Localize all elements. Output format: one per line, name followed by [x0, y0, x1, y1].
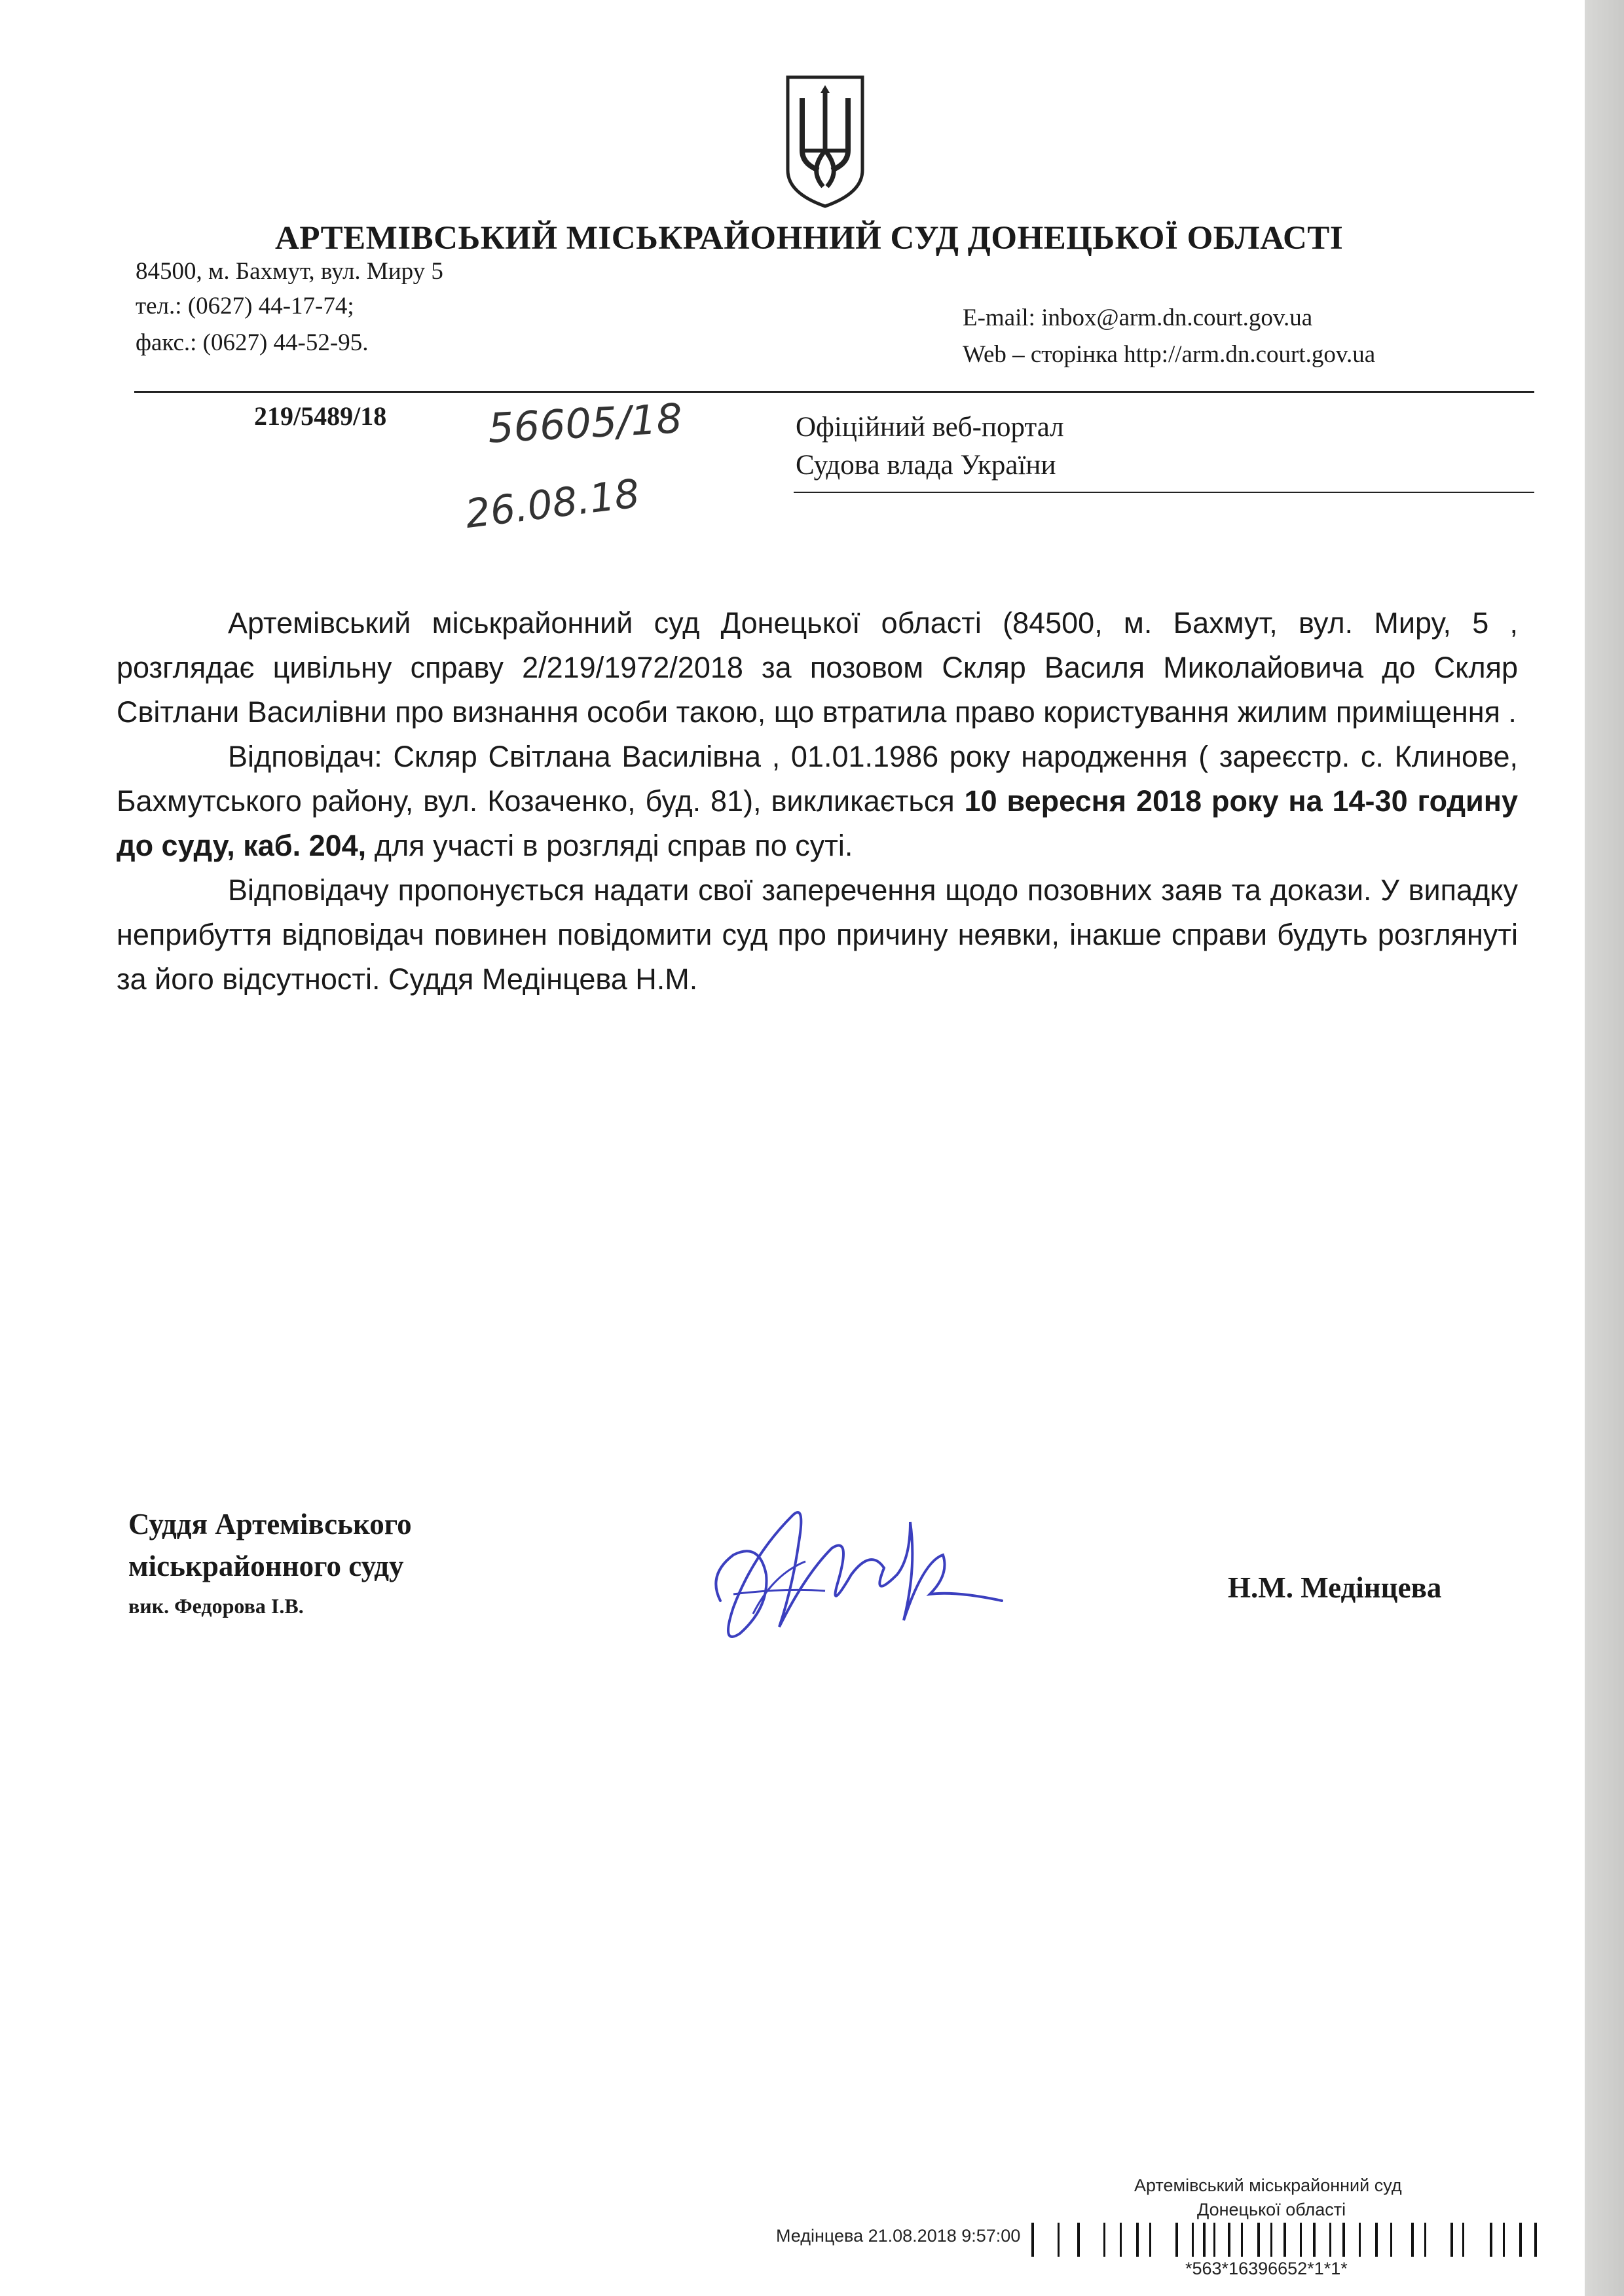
registration-number: 219/5489/18 [254, 401, 387, 431]
hearing-date-time: 10 вересня 2018 року на 14-30 годину до суду, каб. 204, [117, 784, 1518, 862]
letter-body [117, 601, 1518, 1002]
scan-margin [1585, 0, 1624, 2296]
handwritten-signature [694, 1476, 1008, 1673]
paragraph-case: Артемівський міськрайонний суд Донецької області (84500, м. Бахмут, вул. Миру, 5 , розглядає цивільну справу 2/219/1972/2018 за позовом Скляр Василя Миколайовича до Скляр Світлани Василівни про визнання особи такою, що втратила право користування жилим приміщення . [117, 606, 1518, 729]
judge-name: Н.М. Медінцева [1228, 1571, 1442, 1604]
recipient-line-1: Офіційний веб-портал [796, 412, 1064, 443]
paragraph-instructions: Відповідачу пропонується надати свої заперечення щодо позовних заяв та докази. У випадку неприбуття відповідач повинен повідомити суд про причину неявки, інакше справи будуть розглянуті за його відсутності. Суддя Медінцева Н.М. [117, 873, 1518, 996]
recipient-underline [794, 492, 1534, 493]
executor-name: вик. Федорова І.В. [128, 1594, 304, 1618]
court-email: E-mail: inbox@arm.dn.court.gov.ua [963, 304, 1313, 331]
barcode [1031, 2223, 1539, 2257]
court-fax: факс.: (0627) 44-52-95. [136, 329, 369, 356]
summons-text-start: Відповідач: Скляр Світлана Василівна , 01.01.1986 року народження ( зареєстр. с. Клинове, Бахмутського району, вул. Козаченко, буд. 81), викликається [117, 740, 1518, 818]
stamp-court-line-1: Артемівський міськрайонний суд [1134, 2176, 1402, 2195]
handwritten-date: 26.08.18 [462, 470, 642, 538]
stamp-court-line-2: Донецької області [1197, 2200, 1346, 2219]
paragraph-summons [117, 735, 1518, 868]
electronic-signature-stamp: Медінцева 21.08.2018 9:57:00 [776, 2226, 1021, 2246]
court-name: АРТЕМІВСЬКИЙ МІСЬКРАЙОННИЙ СУД ДОНЕЦЬКОЇ ОБЛАСТІ [275, 220, 1344, 257]
header-divider [134, 391, 1534, 393]
court-address: 84500, м. Бахмут, вул. Миру 5 [136, 258, 443, 285]
summons-text-end: для участі в розгляді справ по суті. [366, 829, 853, 862]
barcode-number: *563*16396652*1*1* [1185, 2259, 1348, 2278]
handwritten-incoming-number: 56605/18 [487, 394, 684, 452]
recipient-line-2: Судова влада України [796, 450, 1056, 481]
signature-title-line-1: Суддя Артемівського [128, 1508, 412, 1540]
signature-title-line-2: міськрайонного суду [128, 1550, 404, 1582]
court-website: Web – сторінка http://arm.dn.court.gov.ua [963, 341, 1376, 368]
coat-of-arms-emblem [783, 72, 868, 210]
court-phone: тел.: (0627) 44-17-74; [136, 293, 354, 319]
